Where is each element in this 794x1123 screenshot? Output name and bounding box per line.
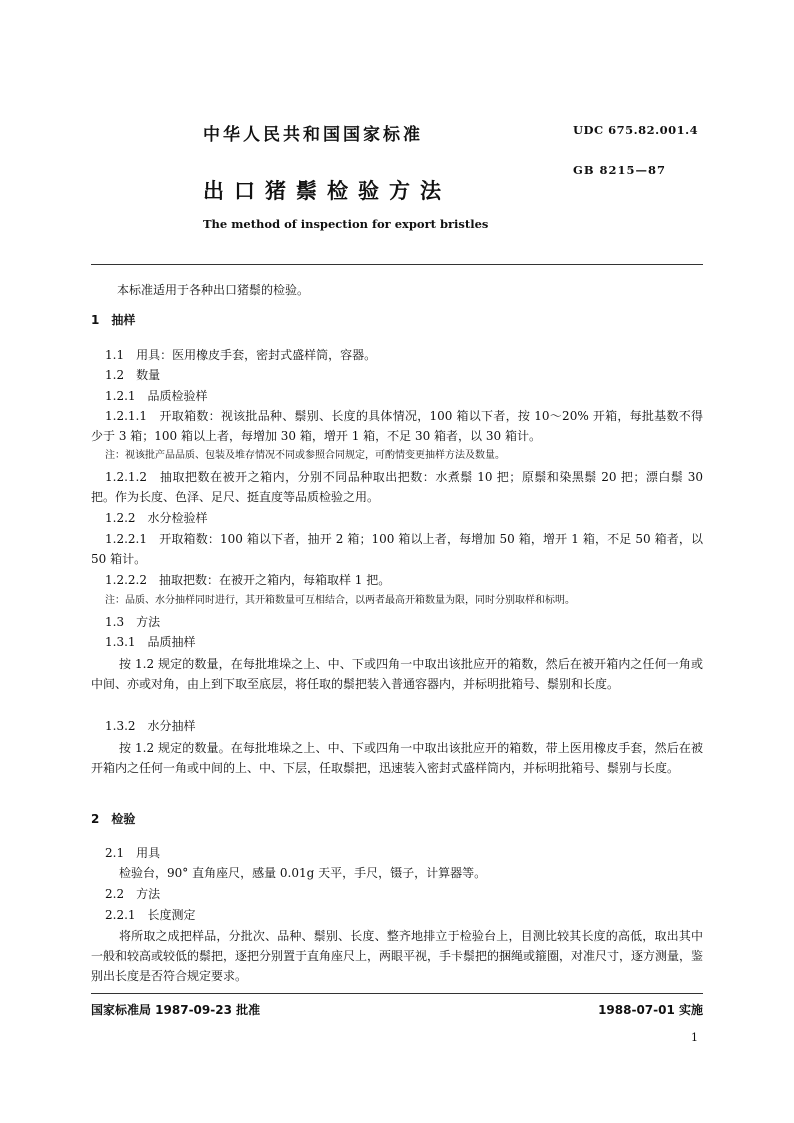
document-title: 出口猪鬃检验方法	[203, 179, 451, 203]
clause-1-2-1-1: 1.2.1.1 开取箱数：视该批品种、鬃别、长度的具体情况，100 箱以下者，按 10～20% 开箱，每批基数不得少于 3 箱；100 箱以上者，每增加 30 箱，增开 1 箱，不足 30 箱者，以 30 箱计。	[91, 409, 703, 443]
note-1: 注：视该批产品品质、包装及堆存情况不同或参照合同规定，可酌情变更抽样方法及数量。	[105, 450, 505, 461]
clause-1-3-2: 1.3.2 水分抽样	[105, 719, 196, 733]
page-number: 1	[691, 1031, 698, 1044]
header-divider	[91, 264, 703, 265]
clause-1-2-2: 1.2.2 水分检验样	[105, 511, 208, 525]
effective-date: 1988-07-01 实施	[598, 1003, 703, 1017]
clause-1-3-1-paragraph: 按 1.2 规定的数量，在每批堆垛之上、中、下或四角一中取出该批应开的箱数，然后在被开箱内之任何一角或中间、亦或对角，由上到下取至底层，将任取的鬃把装入普通容器内，并标明批箱号、鬃别和长度。	[91, 657, 703, 691]
section-2-heading: 2 检验	[91, 812, 136, 826]
clause-1-2-1: 1.2.1 品质检验样	[105, 389, 208, 403]
clause-2-1: 2.1 用具	[105, 846, 161, 860]
clause-1-2-1-2: 1.2.1.2 抽取把数在被开之箱内，分别不同品种取出把数：水煮鬃 10 把；原鬃和染黑鬃 20 把；漂白鬃 30 把。作为长度、色泽、足尺、挺直度等品质检验之用。	[91, 470, 703, 504]
clause-2-1-paragraph: 检验台，90° 直角座尺，感量 0.01g 天平，手尺，镊子，计算器等。	[119, 866, 487, 880]
clause-1-3-1: 1.3.1 品质抽样	[105, 635, 196, 649]
footer-divider	[91, 993, 703, 994]
standard-category-title: 中华人民共和国国家标准	[203, 125, 423, 145]
clause-1-2-2-1: 1.2.2.1 开取箱数：100 箱以下者，抽开 2 箱；100 箱以上者，每增加 50 箱，增开 1 箱，不足 50 箱者，以 50 箱计。	[91, 532, 703, 566]
note-2: 注：品质、水分抽样同时进行，其开箱数量可互相结合，以两者最高开箱数量为限，同时分别取样和标明。	[105, 595, 575, 606]
clause-2-2: 2.2 方法	[105, 887, 161, 901]
udc-code: UDC 675.82.001.4	[573, 123, 699, 137]
gb-code: GB 8215—87	[573, 163, 667, 177]
clause-2-2-1-paragraph: 将所取之成把样品，分批次、品种、鬃别、长度、整齐地排立于检验台上，目测比较其长度的高低，取出其中一般和较高或较低的鬃把，逐把分别置于直角座尺上，两眼平视，手卡鬃把的捆绳或箍圈，对准尺寸，逐方测量，鉴别出长度是否符合规定要求。	[91, 929, 704, 983]
clause-1-3: 1.3 方法	[105, 615, 161, 629]
english-title: The method of inspection for export bristles	[203, 217, 489, 231]
clause-1-1: 1.1 用具：医用橡皮手套，密封式盛样筒，容器。	[105, 348, 377, 362]
section-1-heading: 1 抽样	[91, 313, 136, 327]
issue-date: 国家标准局 1987-09-23 批准	[91, 1003, 261, 1017]
intro-paragraph: 本标准适用于各种出口猪鬃的检验。	[117, 283, 310, 297]
clause-1-3-2-paragraph: 按 1.2 规定的数量。在每批堆垛之上、中、下或四角一中取出该批应开的箱数，带上医用橡皮手套，然后在被开箱内之任何一角或中间的上、中、下层，任取鬃把，迅速装入密封式盛样筒内，并标明批箱号、鬃别与长度。	[91, 741, 703, 775]
clause-1-2-2-2: 1.2.2.2 抽取把数：在被开之箱内，每箱取样 1 把。	[105, 573, 391, 587]
clause-1-2: 1.2 数量	[105, 368, 161, 382]
clause-2-2-1: 2.2.1 长度测定	[105, 908, 196, 922]
